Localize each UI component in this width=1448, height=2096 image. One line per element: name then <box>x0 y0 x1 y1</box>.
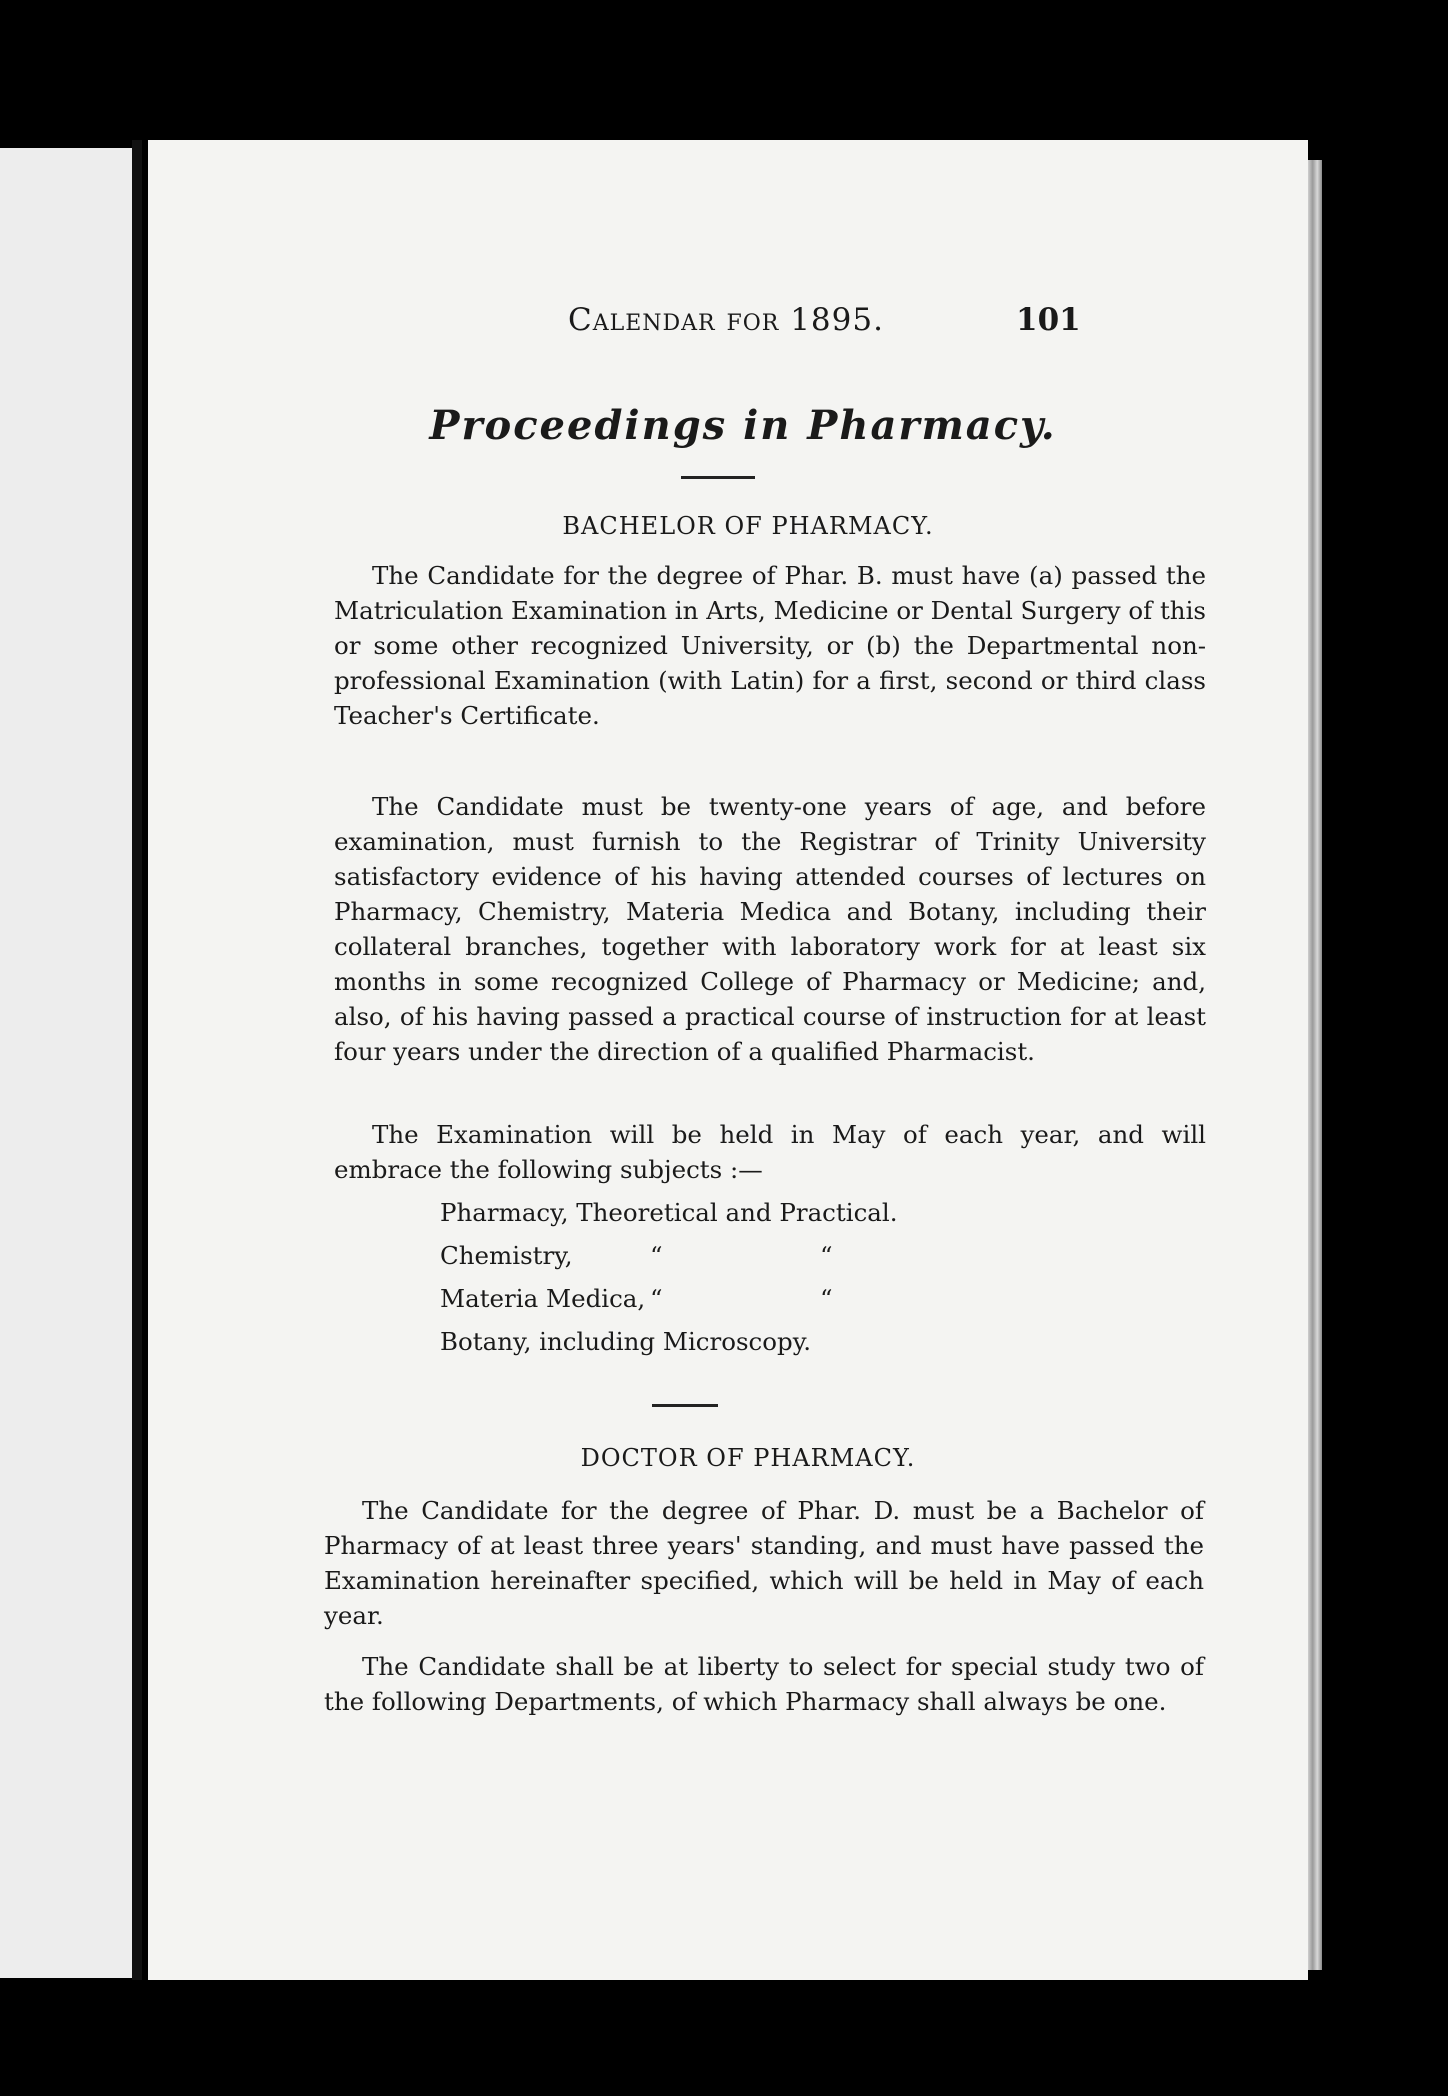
bachelor-paragraph-2: The Candidate must be twenty-one years of age, and before examination, must furnish to the Registrar of Trinity University satisfactory evidence of his having attended courses of lectures on Pharmacy, Chemistry, Materia Medica and Botany, including their collateral branches, together with laboratory work for at least six months in some recognized College of Pharmacy or Medicine; and, also, of his having passed a practical course of instruction for at least four years under the direction of a qualified Pharmacist. <box>334 792 1206 1066</box>
binding-shadow <box>132 140 142 1980</box>
doctor-heading: DOCTOR OF PHARMACY. <box>580 1444 916 1472</box>
page-number: 101 <box>1016 302 1081 338</box>
running-head: Calendar for 1895. <box>568 302 884 338</box>
list-item <box>440 1191 898 1234</box>
doctor-paragraph-1: The Candidate for the degree of Phar. D. must be a Bachelor of Pharmacy of at least three years' standing, and must have passed the Examination hereinafter specified, which will be held in May of each year. <box>324 1496 1204 1630</box>
list-item <box>440 1277 898 1320</box>
facing-page-edge <box>0 148 140 1978</box>
subject-name: Chemistry, <box>440 1241 573 1270</box>
section-rule <box>652 1404 718 1407</box>
bachelor-heading: BACHELOR OF PHARMACY. <box>562 512 934 540</box>
ditto-mark: “ <box>650 1241 663 1270</box>
subject-name: Botany, including Microscopy. <box>440 1327 812 1356</box>
doctor-paragraph-2: The Candidate shall be at liberty to select for special study two of the following Departments, of which Pharmacy shall always be one. <box>324 1652 1204 1716</box>
list-item <box>440 1234 898 1277</box>
subject-name: Pharmacy, Theoretical and Practical. <box>440 1198 898 1227</box>
page-title: Proceedings in Pharmacy. <box>429 402 1057 449</box>
bachelor-paragraph-3: The Examination will be held in May of each year, and will embrace the following subjects :— <box>334 1120 1206 1184</box>
page-header <box>148 302 1308 342</box>
list-item <box>440 1320 898 1363</box>
book-page <box>148 140 1308 1980</box>
bachelor-paragraph-1: The Candidate for the degree of Phar. B. must have (a) passed the Matriculation Examination in Arts, Medicine or Dental Surgery of this or some other recognized University, or (b) the Departmental non-professional Examination (with Latin) for a first, second or third class Teacher's Certificate. <box>334 561 1206 730</box>
title-rule <box>681 476 755 479</box>
ditto-mark: “ <box>820 1284 833 1313</box>
ditto-mark: “ <box>650 1284 663 1313</box>
page-edge-shadow <box>1308 160 1322 1970</box>
ditto-mark: “ <box>820 1241 833 1270</box>
subject-name: Materia Medica, <box>440 1284 646 1313</box>
subjects-list <box>440 1191 898 1363</box>
